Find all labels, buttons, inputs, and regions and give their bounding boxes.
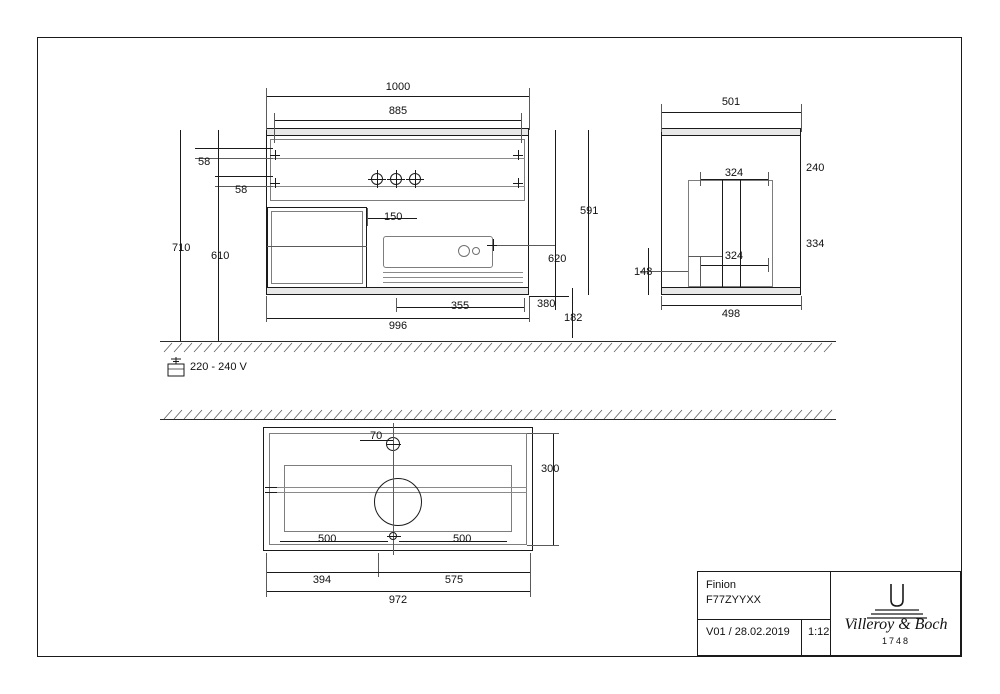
dim-300-ext-bottom (527, 545, 559, 546)
top-left-mark-1 (265, 487, 277, 488)
product-name: Finion (706, 579, 736, 591)
dim-1000-line (266, 96, 529, 97)
dim-498-ext-left (661, 296, 662, 310)
dim-324b-label: 324 (724, 250, 744, 262)
product-code: F77ZYYXX (706, 594, 762, 606)
electrical-note-label: 220 - 240 V (190, 361, 247, 373)
dim-710-label: 710 (172, 242, 191, 254)
dim-58a-line (195, 148, 273, 149)
dim-610-line (218, 130, 219, 341)
side-countertop (661, 128, 801, 136)
dim-498-ext-right (801, 296, 802, 310)
dim-620-line (555, 130, 556, 310)
basin-mark-v (493, 239, 494, 251)
front-mark-right-2-v (518, 178, 519, 188)
basin-drain-circle (458, 245, 470, 257)
dim-355-ext-right (524, 298, 525, 312)
front-upper-drawer (270, 139, 525, 201)
drawing-scale: 1:12 (808, 626, 830, 638)
dim-70-label: 70 (370, 430, 383, 442)
tap-hole-right-cross-v (415, 170, 416, 188)
dim-498-line (661, 305, 801, 306)
front-open-shelf-inner (271, 211, 363, 284)
dim-300-line (553, 433, 554, 545)
dim-324a-label: 324 (724, 167, 744, 179)
front-mark-left-1-v (275, 150, 276, 160)
dim-972-label: 972 (388, 594, 408, 606)
side-inner-div-1 (722, 180, 723, 287)
side-base-plinth (661, 287, 801, 295)
top-left-mark-2 (265, 492, 277, 493)
dim-575-ext-right (530, 553, 531, 577)
dim-394-line (266, 572, 378, 573)
dim-710-line (180, 130, 181, 341)
tap-hole-center-cross-v (396, 170, 397, 188)
brand-logo (831, 572, 961, 655)
dim-885-ext-left (274, 113, 275, 143)
top-mark-circle (389, 532, 397, 540)
title-block-info (698, 572, 831, 655)
dim-1000-label: 1000 (385, 81, 411, 93)
dim-610-label: 610 (211, 250, 230, 262)
front-upper-drawer-line-1 (270, 158, 525, 159)
dim-58b-line (215, 176, 273, 177)
dim-58a-label: 58 (198, 156, 211, 168)
dim-182-label: 182 (564, 312, 583, 324)
basin-overflow-circle (472, 247, 480, 255)
top-basin-circle (374, 478, 422, 526)
dim-501-line (661, 112, 801, 113)
dim-148-label: 148 (634, 266, 653, 278)
front-shelf-divider (267, 246, 367, 247)
dim-885-label: 885 (388, 105, 408, 117)
dim-501-label: 501 (721, 96, 741, 108)
top-tap-cross-h (387, 444, 401, 445)
front-upper-drawer-line-2 (270, 186, 525, 187)
dim-355-ext-left (396, 298, 397, 312)
dim-300-ext-top (527, 433, 559, 434)
dim-885-line (274, 120, 521, 121)
dim-996-label: 996 (388, 320, 408, 332)
dim-324b-line (700, 265, 768, 266)
dim-996-line (266, 318, 529, 319)
dim-996-ext-left (266, 296, 267, 322)
dim-355-label: 355 (450, 300, 470, 312)
dim-501-ext-left (661, 104, 662, 132)
dim-575-label: 575 (444, 574, 464, 586)
front-base-plinth (266, 287, 529, 295)
dim-300-label: 300 (541, 463, 560, 475)
dim-334-line (800, 196, 801, 287)
dim-394-ext-right (378, 553, 379, 577)
dim-394-ext-left (266, 553, 267, 577)
dim-240-label: 240 (806, 162, 825, 174)
dim-1000-ext-right (529, 88, 530, 130)
front-hatch-2 (383, 277, 523, 278)
side-inner-div-2 (740, 180, 741, 287)
dim-1000-ext-left (266, 88, 267, 130)
dim-972-ext-right (530, 575, 531, 597)
dim-500r-label: 500 (453, 533, 472, 545)
front-hatch-1 (383, 272, 523, 273)
dim-58b-label: 58 (235, 184, 248, 196)
dim-972-ext-left (266, 575, 267, 597)
tap-hole-left-cross-v (377, 170, 378, 188)
dim-620-label: 620 (548, 253, 567, 265)
dim-150-ext-left (367, 208, 368, 226)
basin-leader-line (497, 245, 555, 246)
dim-591-label: 591 (580, 205, 599, 217)
dim-575-line (378, 572, 530, 573)
front-countertop (266, 128, 529, 136)
front-mark-right-1-v (518, 150, 519, 160)
dim-500l-label: 500 (318, 533, 337, 545)
dim-380-label: 380 (537, 298, 556, 310)
drawing-version: V01 / 28.02.2019 (706, 626, 790, 638)
brand-year: 1748 (881, 636, 911, 646)
dim-334-label: 334 (806, 238, 825, 250)
dim-150-label: 150 (384, 211, 403, 223)
dim-498-label: 498 (721, 308, 741, 320)
front-mark-left-2-v (275, 178, 276, 188)
dim-240-line (800, 136, 801, 196)
dim-885-ext-right (521, 113, 522, 143)
brand-name: Villeroy & Boch (844, 616, 948, 633)
dim-324a-line (700, 179, 768, 180)
dim-394-label: 394 (312, 574, 332, 586)
dim-972-line (266, 591, 530, 592)
front-hatch-3 (383, 282, 523, 283)
dim-996-ext-right (529, 296, 530, 322)
scale-divider (801, 619, 802, 655)
title-block (697, 571, 961, 656)
dim-501-ext-right (801, 104, 802, 132)
title-block-divider (698, 619, 831, 620)
dim-380-line (529, 296, 569, 297)
